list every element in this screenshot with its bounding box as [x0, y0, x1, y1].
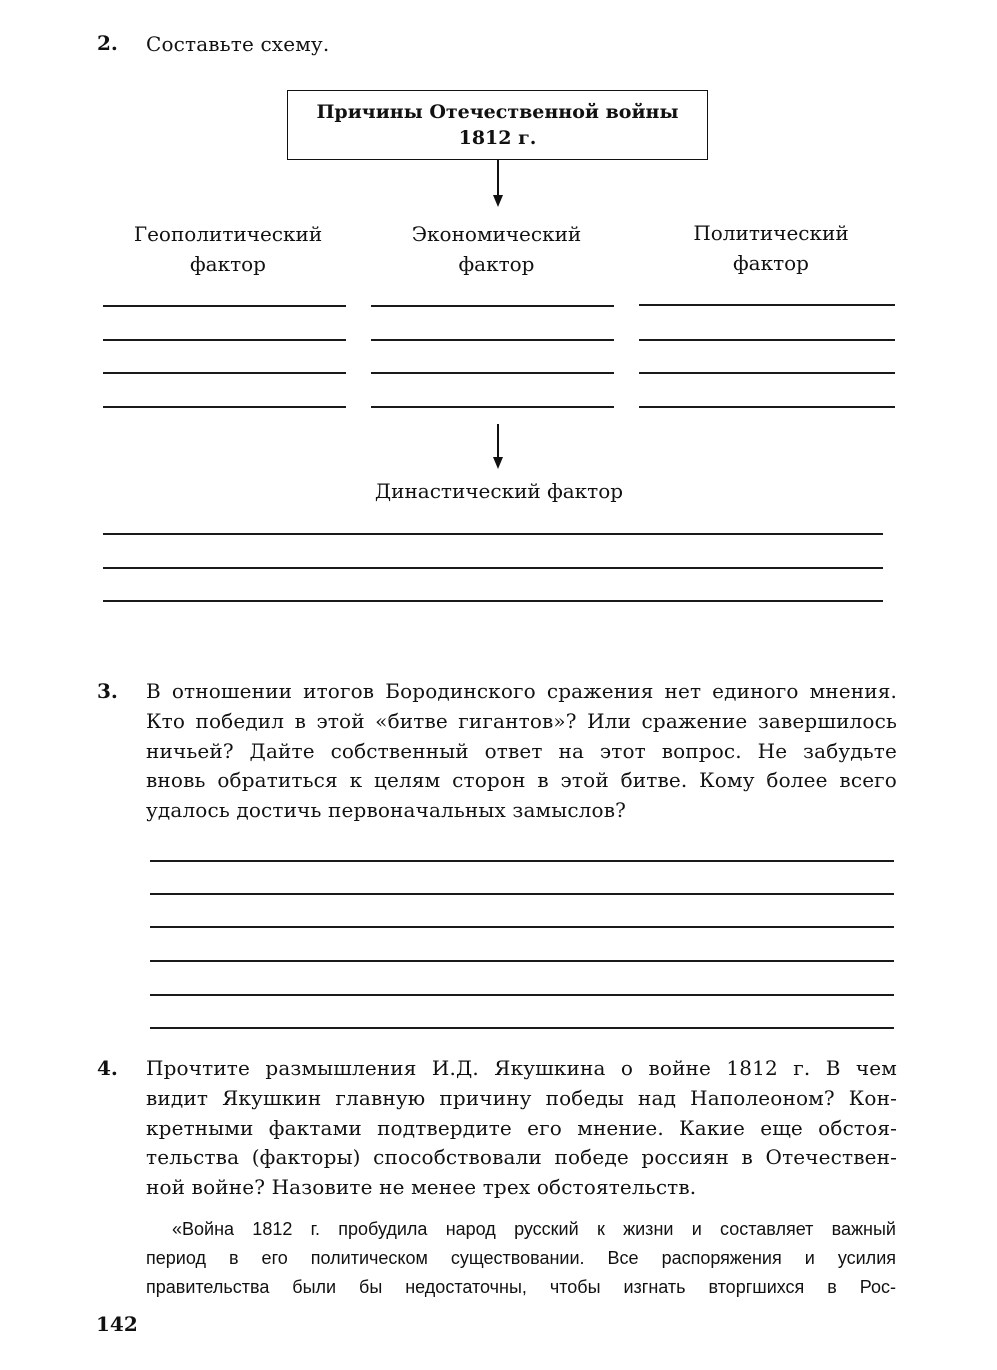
answer-line-economic-1[interactable] [371, 305, 614, 307]
diagram-title-line1: Причины Отечественной войны [316, 101, 679, 123]
arrow-down-icon [497, 160, 499, 196]
answer-line-task3-3[interactable] [150, 926, 894, 928]
task-4-line: Прочтите размышления И.Д. Якушкина о войне 1812 г. В чем [146, 1056, 897, 1080]
answer-line-task3-6[interactable] [150, 1027, 894, 1029]
answer-line-dynastic-1[interactable] [103, 533, 883, 535]
quote-line: правительства были бы недостаточны, чтобы изгнать вторгшихся в Рос- [146, 1277, 896, 1297]
task-4-line: тельства (факторы) способствовали победе россиян в Отечествен- [146, 1145, 897, 1170]
answer-line-economic-4[interactable] [371, 406, 614, 408]
task-2-number: 2. [97, 31, 118, 55]
task-4-line: ной войне? Назовите не менее трех обстоятельств. [146, 1175, 697, 1200]
task-3-number: 3. [97, 679, 118, 703]
diagram-title-line2: 1812 г. [458, 127, 537, 149]
quote-line: «Война 1812 г. пробудила народ русский к жизни и составляет важный [172, 1219, 896, 1239]
answer-line-task3-1[interactable] [150, 860, 894, 862]
task-2-instruction: Составьте схему. [146, 32, 330, 56]
answer-line-geopolitical-2[interactable] [103, 339, 346, 341]
task-3-line: ничьей? Дайте собственный ответ на этот вопрос. Не забудьте [146, 738, 897, 763]
answer-line-task3-2[interactable] [150, 893, 894, 895]
answer-line-economic-2[interactable] [371, 339, 614, 341]
arrow-head-icon [493, 457, 503, 469]
answer-line-political-2[interactable] [639, 339, 895, 341]
answer-line-economic-3[interactable] [371, 372, 614, 374]
factor-label-line1: Геополитический [133, 222, 323, 246]
task-3-line: В отношении итогов Бородинского сражения нет единого мнения. [146, 679, 897, 703]
answer-line-task3-4[interactable] [150, 960, 894, 962]
task-4-number: 4. [97, 1056, 118, 1080]
factor-economic [370, 219, 623, 279]
page-number: 142 [96, 1312, 138, 1336]
diagram-title-box [287, 90, 708, 160]
quote-line: период в его политическом существовании. Все распоряжения и усилия [146, 1248, 896, 1268]
arrow-head-icon [493, 195, 503, 207]
factor-label-line1: Политический [693, 221, 849, 245]
answer-line-political-4[interactable] [639, 406, 895, 408]
task-4-line: кретными фактами подтвердите его мнение. Какие еще обстоя- [146, 1115, 897, 1140]
factor-label-line2: фактор [190, 252, 266, 276]
factor-geopolitical [103, 219, 353, 279]
task-3-line: Кто победил в этой «битве гигантов»? Или сражение завершилось [146, 708, 897, 733]
task-3-line: вновь обратиться к целям сторон в этой битве. Кому более всего [146, 768, 897, 793]
factor-label-line2: фактор [733, 251, 809, 275]
answer-line-political-1[interactable] [639, 304, 895, 306]
answer-line-dynastic-3[interactable] [103, 600, 883, 602]
factor-dynastic: Династический фактор [374, 479, 624, 503]
factor-label-line2: фактор [458, 252, 535, 276]
answer-line-geopolitical-4[interactable] [103, 406, 346, 408]
task-4-text [146, 1054, 897, 1203]
answer-line-task3-5[interactable] [150, 994, 894, 996]
task-4-line: видит Якушкин главную причину победы над Наполеоном? Кон- [146, 1085, 897, 1110]
factor-label-line1: Экономический [411, 222, 582, 246]
answer-line-geopolitical-1[interactable] [103, 305, 346, 307]
task-3-text [146, 677, 897, 826]
yakushkin-quote [146, 1215, 896, 1302]
factor-political [638, 218, 904, 278]
answer-line-political-3[interactable] [639, 372, 895, 374]
task-3-line: удалось достичь первоначальных замыслов? [146, 798, 627, 823]
arrow-down-icon [497, 424, 499, 458]
answer-line-dynastic-2[interactable] [103, 567, 883, 569]
answer-line-geopolitical-3[interactable] [103, 372, 346, 374]
